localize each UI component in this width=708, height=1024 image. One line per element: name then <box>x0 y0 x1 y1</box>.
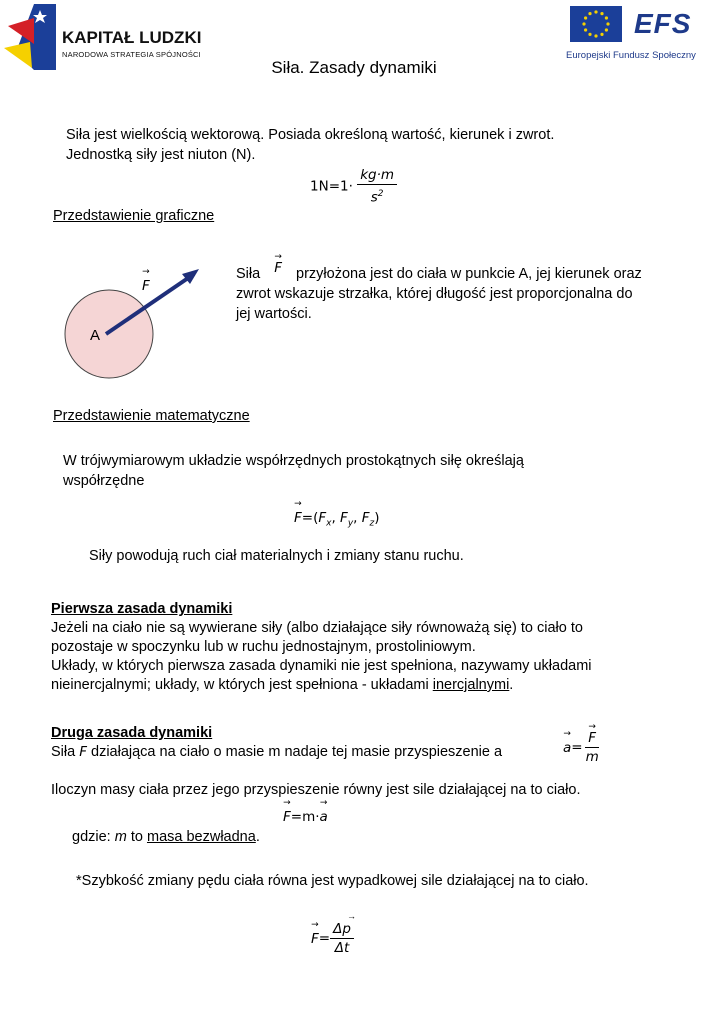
second-law-line-1-pre: Siła <box>51 744 76 760</box>
where-post: . <box>255 829 260 845</box>
components-fz-sub: z <box>369 518 375 529</box>
kapital-ludzki-title: KAPITAŁ LUDZKI <box>62 28 202 47</box>
efs-logo-text: EFS <box>634 8 692 39</box>
eu-flag-icon <box>570 6 622 42</box>
components-fz: F <box>361 510 370 526</box>
intro-line-1: Siła jest wielkością wektorową. Posiada określoną wartość, kierunek i zwrot. <box>66 127 555 143</box>
page-title: Siła. Zasady dynamiki <box>271 58 437 77</box>
masa-bezwladna-link[interactable]: masa bezwładna <box>146 829 256 845</box>
graphic-desc-word: Siła <box>236 266 261 282</box>
momentum-sentence: *Szybkość zmiany pędu ciała równa jest wypadkowej sile działającej na to ciało. <box>76 873 589 889</box>
graphic-desc-line-3: jej wartości. <box>236 306 312 322</box>
components-F: → F <box>294 510 302 526</box>
math-heading: Przedstawienie matematyczne <box>53 408 250 424</box>
components-formula <box>294 510 380 529</box>
newton-formula-numerator: kg·m <box>357 166 397 185</box>
acceleration-denominator: m <box>585 749 599 765</box>
force-diagram <box>56 264 226 384</box>
first-law-line-4-post: . <box>509 677 514 693</box>
graphic-description <box>236 260 696 324</box>
where-m: m <box>114 829 127 845</box>
force-vector-label: → F <box>142 278 150 294</box>
momentum-fraction <box>330 920 354 957</box>
newton-formula-s: s <box>370 189 378 206</box>
acceleration-formula <box>563 729 602 766</box>
momentum-numerator <box>330 920 354 939</box>
first-law-title: Pierwsza zasada dynamiki <box>51 601 233 617</box>
inercjalnymi-link[interactable]: inercjalnymi <box>432 677 510 693</box>
where-mid: to <box>126 829 147 845</box>
first-law-line-4-pre: nieinercjalnymi; układy, w których jest spełniona - układami <box>51 677 433 693</box>
momentum-numerator-text: Δp <box>333 921 351 937</box>
second-law-line-1 <box>51 744 502 760</box>
components-sep-1: , <box>331 510 336 526</box>
acceleration-fraction <box>583 729 602 766</box>
momentum-denominator: Δt <box>334 940 350 956</box>
newton-formula-lhs: 1N=1· <box>310 178 353 195</box>
where-line <box>72 829 260 845</box>
components-open: =( <box>301 510 319 526</box>
newton-second-mid: =m· <box>290 809 320 825</box>
momentum-F: → F <box>311 931 319 947</box>
newton-formula-exponent: 2 <box>377 189 384 199</box>
second-law-title: Druga zasada dynamiki <box>51 725 213 741</box>
acceleration-numerator: → F <box>585 729 599 748</box>
newton-formula <box>310 166 397 207</box>
momentum-p-vector-arrow: → <box>347 911 356 921</box>
newton-second-F: → F <box>283 809 291 825</box>
first-law-line-2: pozostaje w spoczynku lub w ruchu jednostajnym, prostoliniowym. <box>51 639 476 655</box>
first-law-section <box>51 600 701 695</box>
second-law-line-1-symbol: F <box>79 744 87 760</box>
math-line-2: współrzędne <box>63 473 145 489</box>
where-pre: gdzie: <box>72 829 115 845</box>
components-fx: F <box>318 510 327 526</box>
graphic-desc-line-2: zwrot wskazuje strzałka, której długość jest proporcjonalna do <box>236 286 633 302</box>
point-a-label: A <box>90 327 101 344</box>
intro-line-2: Jednostką siły jest niuton (N). <box>66 147 256 163</box>
momentum-formula <box>311 920 354 957</box>
acceleration-eq: = <box>571 739 583 756</box>
newton-second-formula <box>283 809 328 825</box>
efs-caption: Europejski Fundusz Społeczny <box>566 50 696 61</box>
graphic-heading: Przedstawienie graficzne <box>53 208 215 224</box>
graphic-desc-line-1 <box>236 260 696 284</box>
newton-formula-fraction <box>357 166 397 207</box>
components-fy-sub: y <box>347 518 354 529</box>
components-fx-sub: x <box>326 518 332 529</box>
first-law-line-4 <box>51 676 701 695</box>
kapital-ludzki-subtitle: NARODOWA STRATEGIA SPÓJNOŚCI <box>62 50 201 59</box>
second-law-line-2: Iloczyn masy ciała przez jego przyspieszenie równy jest sile działającej na to ciało. <box>51 782 581 798</box>
math-line-1: W trójwymiarowym układzie współrzędnych prostokątnych siłę określają <box>63 453 524 469</box>
first-law-line-1: Jeżeli na ciało nie są wywierane siły (albo działające siły równoważą się) to ciało to <box>51 620 583 636</box>
components-fy: F <box>340 510 348 526</box>
newton-formula-denominator <box>368 185 387 207</box>
second-law-line-1-post: działająca na ciało o masie m nadaje tej masie przyspieszenie a <box>91 744 503 760</box>
momentum-eq: = <box>318 930 331 947</box>
graphic-desc-first: przyłożona jest do ciała w punkcie A, jej kierunek oraz <box>296 266 642 282</box>
efs-logo <box>566 4 696 66</box>
first-law-line-3: Układy, w których pierwsza zasada dynamiki nie jest spełniona, nazywamy układami <box>51 658 592 674</box>
newton-second-a: → a <box>320 809 328 825</box>
acceleration-a: → a <box>563 740 571 756</box>
components-close: ) <box>374 510 380 526</box>
motion-sentence: Siły powodują ruch ciał materialnych i zmiany stanu ruchu. <box>89 548 464 564</box>
graphic-desc-symbol: → F <box>274 258 282 278</box>
components-sep-2: , <box>353 510 358 526</box>
